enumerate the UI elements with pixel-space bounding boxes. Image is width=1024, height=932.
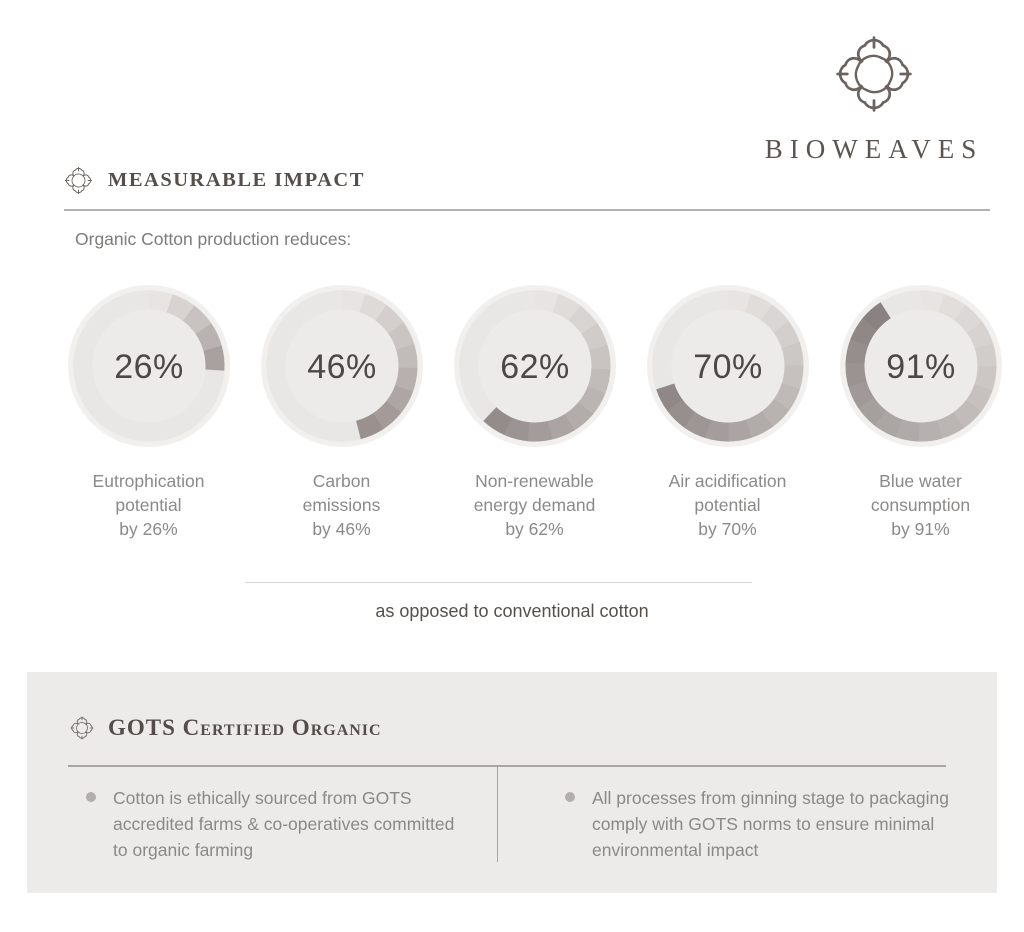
donut-caption-line: energy demand xyxy=(473,495,596,515)
footnote-divider xyxy=(245,582,752,583)
donut-percent-label: 46% xyxy=(306,348,377,386)
donut-chart xyxy=(67,284,231,448)
bioweaves-knot-icon xyxy=(828,28,920,120)
brand-logo xyxy=(756,28,992,165)
donut-percent-label: 62% xyxy=(499,348,570,386)
bullet-text: All processes from ginning stage to packaging comply with GOTS norms to ensure minimal environmental impact xyxy=(592,788,950,860)
donut-caption xyxy=(669,469,787,541)
donut-chart-row xyxy=(52,284,1017,541)
donut-caption-line: potential xyxy=(694,495,761,515)
donut-caption-line: Non-renewable xyxy=(475,471,594,491)
gots-title: GOTS Certified Organic xyxy=(108,715,382,740)
brand-name: BIOWEAVES xyxy=(764,134,984,164)
gots-divider xyxy=(68,765,946,767)
donut-percent-label: 26% xyxy=(113,348,184,386)
donut-caption xyxy=(93,469,205,541)
donut-caption-line: emissions xyxy=(302,495,381,515)
donut-caption-line: Carbon xyxy=(312,471,371,491)
section-title: MEASURABLE IMPACT xyxy=(108,169,365,191)
donut-caption-line: by 70% xyxy=(698,519,757,539)
donut-card xyxy=(631,284,824,541)
donut-card xyxy=(824,284,1017,541)
donut-caption-line: Eutrophication xyxy=(92,471,205,491)
donut-percent-label: 70% xyxy=(692,348,763,386)
rosette-icon xyxy=(62,164,95,197)
donut-chart xyxy=(839,284,1003,448)
footnote-text: as opposed to conventional cotton xyxy=(375,601,649,621)
donut-caption-line: potential xyxy=(115,495,182,515)
gots-panel xyxy=(27,672,997,893)
donut-percent-label: 91% xyxy=(885,348,956,386)
intro-text: Organic Cotton production reduces: xyxy=(75,229,352,249)
donut-caption-line: consumption xyxy=(870,495,971,515)
bullet-text: Cotton is ethically sourced from GOTS accredited farms & co-operatives committed to organic farming xyxy=(113,788,455,860)
donut-caption-line: Blue water xyxy=(879,471,962,491)
donut-caption-line: by 91% xyxy=(891,519,950,539)
donut-caption-line: by 62% xyxy=(505,519,564,539)
bullet-dot-icon xyxy=(86,792,96,802)
donut-card xyxy=(52,284,245,541)
measurable-impact-heading xyxy=(62,164,365,197)
gots-vertical-divider xyxy=(497,767,498,862)
donut-card xyxy=(438,284,631,541)
bullet-item xyxy=(86,785,458,863)
donut-card xyxy=(245,284,438,541)
donut-caption xyxy=(871,469,970,541)
bullet-item xyxy=(565,785,950,863)
donut-caption-line: by 46% xyxy=(312,519,371,539)
donut-caption-line: Air acidification xyxy=(668,471,787,491)
donut-caption-line: by 26% xyxy=(119,519,178,539)
bullet-dot-icon xyxy=(565,792,575,802)
rosette-icon xyxy=(68,714,96,742)
donut-caption xyxy=(303,469,381,541)
gots-heading xyxy=(68,714,382,742)
donut-chart xyxy=(453,284,617,448)
section-divider xyxy=(64,209,990,211)
donut-chart xyxy=(646,284,810,448)
donut-chart xyxy=(260,284,424,448)
donut-caption xyxy=(474,469,596,541)
